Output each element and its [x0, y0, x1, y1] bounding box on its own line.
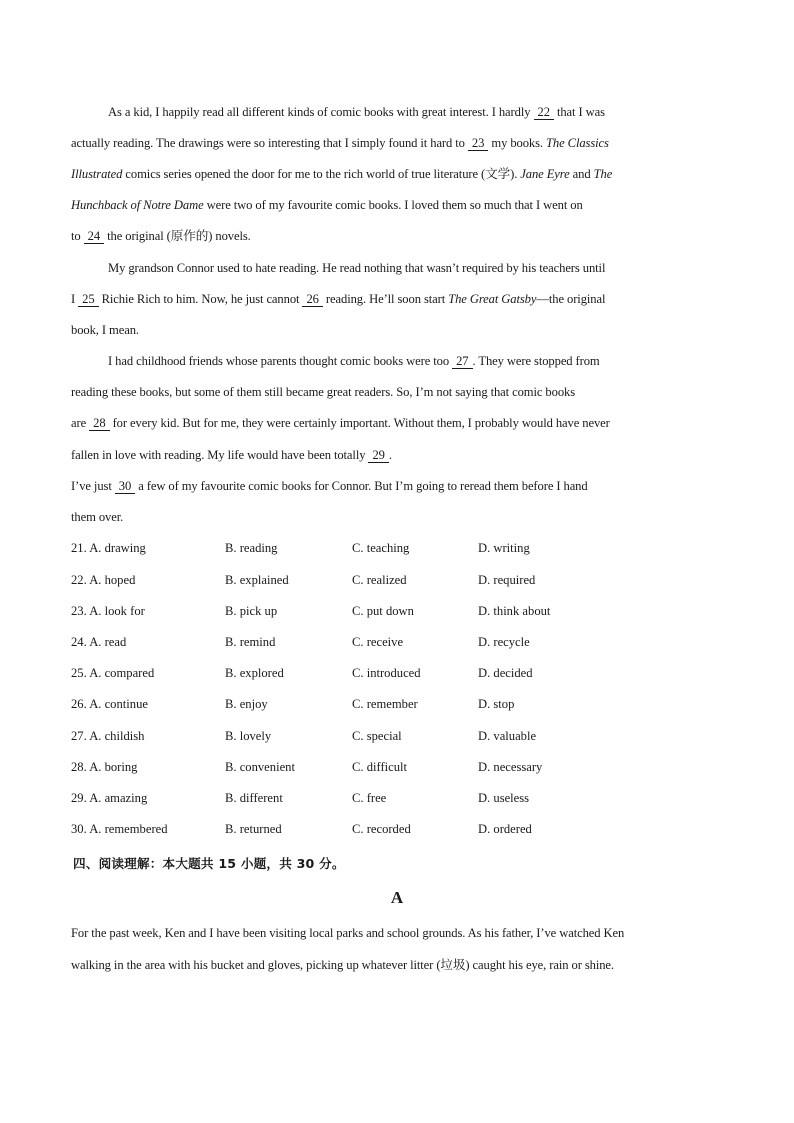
option-a: 30. A. remembered: [71, 822, 168, 836]
book-title: Illustrated: [71, 167, 123, 181]
option-d: D. writing: [478, 541, 530, 555]
option-d: D. necessary: [478, 760, 543, 774]
option-a: 29. A. amazing: [71, 791, 148, 805]
option-a: 24. A. read: [71, 635, 127, 649]
option-d: D. required: [478, 573, 536, 587]
option-b: B. pick up: [225, 604, 278, 618]
blank-22: 22: [534, 105, 554, 120]
blank-28: 28: [89, 416, 109, 431]
reading-line: For the past week, Ken and I have been visiting local parks and school grounds. As his father, I’ve watched Ken: [71, 926, 625, 940]
question-29-options: [71, 790, 731, 806]
passage-line: I’ve just 30 a few of my favourite comic books for Connor. But I’m going to reread them before I hand: [71, 479, 588, 493]
passage-line: book, I mean.: [71, 323, 139, 337]
passage-line: them over.: [71, 510, 124, 524]
option-a: 21. A. drawing: [71, 541, 146, 555]
blank-27: 27: [452, 354, 472, 369]
passage-line: As a kid, I happily read all different kinds of comic books with great interest. I hardly 22 that I was: [108, 105, 605, 119]
passage-line: I had childhood friends whose parents thought comic books were too 27 . They were stopped from: [108, 354, 600, 368]
book-title: Jane Eyre: [520, 167, 570, 181]
book-title: The Classics: [546, 136, 609, 150]
section-letter: A: [390, 888, 404, 907]
passage-line: Illustrated comics series opened the door for me to the rich world of true literature (文学). Jane Eyre and The: [71, 167, 613, 181]
question-27-options: [71, 728, 731, 744]
option-c: C. free: [352, 791, 387, 805]
question-28-options: [71, 759, 731, 775]
option-c: C. realized: [352, 573, 407, 587]
question-21-options: [71, 540, 731, 556]
option-b: B. remind: [225, 635, 276, 649]
option-c: C. put down: [352, 604, 414, 618]
option-b: B. explained: [225, 573, 289, 587]
book-title: Hunchback of Notre Dame: [71, 198, 204, 212]
passage-line: reading these books, but some of them still became great readers. So, I’m not saying that comic books: [71, 385, 576, 399]
option-b: B. explored: [225, 666, 284, 680]
passage-line: actually reading. The drawings were so interesting that I simply found it hard to 23 my books. The Classics: [71, 136, 609, 150]
option-c: C. remember: [352, 697, 418, 711]
question-22-options: [71, 572, 731, 588]
blank-29: 29: [368, 448, 388, 463]
passage-line: fallen in love with reading. My life would have been totally 29 .: [71, 448, 392, 462]
passage-line: to 24 the original (原作的) novels.: [71, 229, 251, 243]
option-b: B. lovely: [225, 729, 272, 743]
question-24-options: [71, 634, 731, 650]
blank-25: 25: [78, 292, 98, 307]
option-d: D. ordered: [478, 822, 532, 836]
option-b: B. reading: [225, 541, 278, 555]
option-a: 22. A. hoped: [71, 573, 136, 587]
option-d: D. decided: [478, 666, 533, 680]
option-b: B. returned: [225, 822, 282, 836]
blank-23: 23: [468, 136, 488, 151]
option-c: C. difficult: [352, 760, 408, 774]
book-title: The: [593, 167, 613, 181]
option-d: D. think about: [478, 604, 551, 618]
option-d: D. useless: [478, 791, 530, 805]
passage-line: I 25 Richie Rich to him. Now, he just cannot 26 reading. He’ll soon start The Great Gatsby—the original: [71, 292, 606, 306]
blank-26: 26: [302, 292, 322, 307]
section-heading: 四、阅读理解：本大题共 15 小题，共 30 分。: [73, 856, 345, 871]
option-c: C. special: [352, 729, 402, 743]
option-c: C. teaching: [352, 541, 410, 555]
blank-30: 30: [115, 479, 135, 494]
book-title: The Great Gatsby: [448, 292, 537, 306]
option-b: B. different: [225, 791, 283, 805]
option-c: C. recorded: [352, 822, 411, 836]
option-c: C. receive: [352, 635, 404, 649]
question-23-options: [71, 603, 731, 619]
option-b: B. enjoy: [225, 697, 268, 711]
option-c: C. introduced: [352, 666, 421, 680]
option-a: 25. A. compared: [71, 666, 155, 680]
question-26-options: [71, 696, 731, 712]
passage-line: My grandson Connor used to hate reading. He read nothing that wasn’t required by his teachers until: [108, 261, 606, 275]
option-d: D. valuable: [478, 729, 537, 743]
option-d: D. recycle: [478, 635, 530, 649]
option-d: D. stop: [478, 697, 515, 711]
question-30-options: [71, 821, 731, 837]
option-b: B. convenient: [225, 760, 295, 774]
option-a: 23. A. look for: [71, 604, 145, 618]
reading-line: walking in the area with his bucket and gloves, picking up whatever litter (垃圾) caught his eye, rain or shine.: [71, 958, 614, 972]
option-a: 28. A. boring: [71, 760, 138, 774]
passage-line: are 28 for every kid. But for me, they were certainly important. Without them, I probably would have never: [71, 416, 610, 430]
blank-24: 24: [84, 229, 104, 244]
option-a: 26. A. continue: [71, 697, 148, 711]
passage-line: Hunchback of Notre Dame were two of my favourite comic books. I loved them so much that I went on: [71, 198, 583, 212]
question-25-options: [71, 665, 731, 681]
option-a: 27. A. childish: [71, 729, 145, 743]
